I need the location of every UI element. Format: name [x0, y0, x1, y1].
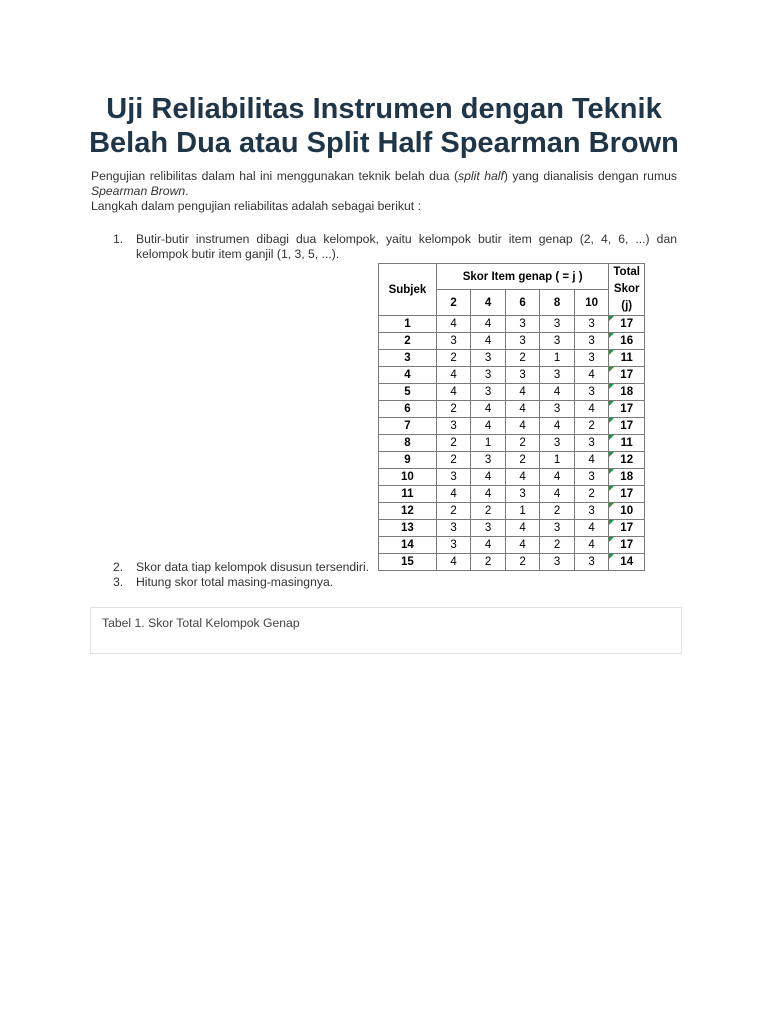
score-cell: 4: [471, 333, 506, 350]
total-cell: 17: [609, 401, 645, 418]
score-table: [378, 263, 645, 571]
step-number: 2.: [113, 560, 124, 574]
intro-emphasis-spearman-brown: Spearman Brown: [91, 184, 186, 198]
subject-cell: 5: [379, 384, 437, 401]
score-cell: 4: [471, 418, 506, 435]
score-cell: 4: [471, 316, 506, 333]
subject-cell: 6: [379, 401, 437, 418]
score-cell: 4: [574, 452, 609, 469]
score-cell: 4: [574, 537, 609, 554]
score-cell: 3: [574, 384, 609, 401]
score-cell: 2: [436, 401, 471, 418]
table-row: [379, 537, 645, 554]
table-row: [379, 316, 645, 333]
total-cell: 17: [609, 520, 645, 537]
score-cell: 3: [540, 520, 575, 537]
score-cell: 3: [574, 435, 609, 452]
score-cell: 2: [505, 554, 540, 571]
subject-cell: 4: [379, 367, 437, 384]
subject-cell: 9: [379, 452, 437, 469]
total-cell: 17: [609, 367, 645, 384]
score-cell: 4: [540, 384, 575, 401]
step-text: Hitung skor total masing-masingnya.: [136, 575, 334, 589]
score-cell: 4: [540, 418, 575, 435]
score-cell: 2: [505, 350, 540, 367]
score-cell: 3: [574, 316, 609, 333]
table-row: [379, 401, 645, 418]
score-cell: 3: [471, 452, 506, 469]
score-table-container: [378, 263, 645, 573]
table-row: [379, 503, 645, 520]
score-cell: 3: [436, 520, 471, 537]
score-cell: 4: [505, 401, 540, 418]
score-cell: 2: [436, 503, 471, 520]
table-row: [379, 367, 645, 384]
score-cell: 4: [505, 418, 540, 435]
total-cell: 18: [609, 469, 645, 486]
header-item: 8: [540, 290, 575, 316]
score-cell: 3: [471, 367, 506, 384]
score-cell: 3: [436, 537, 471, 554]
subject-cell: 1: [379, 316, 437, 333]
step-item: [91, 232, 677, 262]
score-cell: 4: [436, 486, 471, 503]
page-title: [60, 92, 708, 160]
score-cell: 3: [471, 350, 506, 367]
score-cell: 3: [540, 401, 575, 418]
score-cell: 3: [436, 333, 471, 350]
score-cell: 1: [471, 435, 506, 452]
score-cell: 4: [436, 367, 471, 384]
score-cell: 3: [574, 350, 609, 367]
header-group: Skor Item genap ( = j ): [436, 264, 609, 290]
score-cell: 2: [471, 554, 506, 571]
score-cell: 3: [505, 367, 540, 384]
intro-section: [91, 169, 677, 214]
score-cell: 3: [471, 520, 506, 537]
step-item: [91, 575, 391, 590]
score-cell: 2: [574, 418, 609, 435]
header-item: 10: [574, 290, 609, 316]
intro-text-c: .: [185, 184, 189, 198]
score-cell: 4: [436, 316, 471, 333]
score-cell: 2: [574, 486, 609, 503]
header-subject: Subjek: [379, 264, 437, 316]
score-cell: 3: [436, 469, 471, 486]
score-cell: 4: [540, 469, 575, 486]
score-cell: 3: [471, 384, 506, 401]
subject-cell: 10: [379, 469, 437, 486]
intro-steps-lead: Langkah dalam pengujian reliabilitas adalah sebagai berikut :: [91, 199, 421, 213]
score-cell: 3: [574, 503, 609, 520]
total-cell: 12: [609, 452, 645, 469]
score-cell: 1: [540, 452, 575, 469]
score-cell: 2: [436, 435, 471, 452]
score-cell: 3: [540, 316, 575, 333]
total-cell: 14: [609, 554, 645, 571]
subject-cell: 11: [379, 486, 437, 503]
header-total: [609, 264, 645, 316]
step-number: 1.: [113, 232, 124, 246]
score-cell: 2: [471, 503, 506, 520]
score-cell: 4: [471, 537, 506, 554]
total-cell: 17: [609, 418, 645, 435]
table-row: [379, 350, 645, 367]
header-total-line-2: Skor: [613, 283, 640, 295]
score-cell: 4: [436, 554, 471, 571]
table-caption: Tabel 1. Skor Total Kelompok Genap: [102, 616, 300, 630]
step-text: Butir-butir instrumen dibagi dua kelompok, yaitu kelompok butir item genap (2, 4, 6, ...) dan kelompok butir item ganjil (1, 3, 5, ...).: [136, 232, 677, 261]
subject-cell: 15: [379, 554, 437, 571]
score-cell: 4: [540, 486, 575, 503]
intro-text-b: ) yang dianalisis dengan rumus: [503, 169, 677, 183]
score-cell: 3: [540, 554, 575, 571]
total-cell: 10: [609, 503, 645, 520]
header-item: 4: [471, 290, 506, 316]
header-total-line-1: Total: [613, 266, 641, 278]
score-cell: 2: [505, 452, 540, 469]
score-cell: 3: [574, 333, 609, 350]
page-title-line-1: Uji Reliabilitas Instrumen dengan Teknik: [106, 93, 662, 125]
score-cell: 3: [540, 435, 575, 452]
score-cell: 4: [505, 469, 540, 486]
total-cell: 16: [609, 333, 645, 350]
subject-cell: 7: [379, 418, 437, 435]
table-row: [379, 520, 645, 537]
score-cell: 4: [505, 384, 540, 401]
score-cell: 4: [471, 486, 506, 503]
table-row: [379, 554, 645, 571]
score-cell: 4: [574, 401, 609, 418]
table-row: [379, 333, 645, 350]
score-cell: 3: [540, 333, 575, 350]
score-cell: 2: [505, 435, 540, 452]
score-cell: 2: [436, 350, 471, 367]
intro-text-a: Pengujian relibilitas dalam hal ini menggunakan teknik belah dua (: [91, 169, 459, 183]
score-cell: 3: [574, 469, 609, 486]
score-cell: 2: [540, 537, 575, 554]
total-cell: 17: [609, 316, 645, 333]
total-cell: 18: [609, 384, 645, 401]
score-cell: 1: [540, 350, 575, 367]
table-row: [379, 435, 645, 452]
steps-list-continued: [91, 560, 391, 590]
table-caption-box: [90, 607, 682, 654]
total-cell: 17: [609, 486, 645, 503]
score-cell: 3: [505, 316, 540, 333]
step-text: Skor data tiap kelompok disusun tersendiri.: [136, 560, 370, 574]
subject-cell: 14: [379, 537, 437, 554]
step-item: [91, 560, 391, 575]
score-cell: 4: [471, 401, 506, 418]
score-cell: 1: [505, 503, 540, 520]
total-cell: 11: [609, 435, 645, 452]
score-cell: 2: [436, 452, 471, 469]
subject-cell: 3: [379, 350, 437, 367]
table-row: [379, 469, 645, 486]
score-cell: 4: [436, 384, 471, 401]
score-cell: 3: [540, 367, 575, 384]
intro-paragraph: [91, 169, 677, 199]
step-number: 3.: [113, 575, 124, 589]
header-item: 2: [436, 290, 471, 316]
subject-cell: 12: [379, 503, 437, 520]
score-cell: 4: [505, 537, 540, 554]
table-row: [379, 384, 645, 401]
score-cell: 3: [574, 554, 609, 571]
score-cell: 4: [505, 520, 540, 537]
subject-cell: 13: [379, 520, 437, 537]
score-cell: 4: [574, 520, 609, 537]
score-cell: 4: [574, 367, 609, 384]
total-cell: 17: [609, 537, 645, 554]
page-title-line-2: Belah Dua atau Split Half Spearman Brown: [89, 127, 679, 159]
header-item: 6: [505, 290, 540, 316]
table-row: [379, 418, 645, 435]
header-total-line-3: (j): [621, 300, 633, 312]
subject-cell: 8: [379, 435, 437, 452]
table-row: [379, 452, 645, 469]
score-cell: 3: [505, 486, 540, 503]
total-cell: 11: [609, 350, 645, 367]
subject-cell: 2: [379, 333, 437, 350]
score-table-body: [379, 316, 645, 571]
score-cell: 3: [436, 418, 471, 435]
score-cell: 3: [505, 333, 540, 350]
score-cell: 4: [471, 469, 506, 486]
steps-list: [91, 232, 677, 262]
table-row: [379, 486, 645, 503]
score-cell: 2: [540, 503, 575, 520]
intro-emphasis-split-half: split half: [458, 169, 504, 183]
